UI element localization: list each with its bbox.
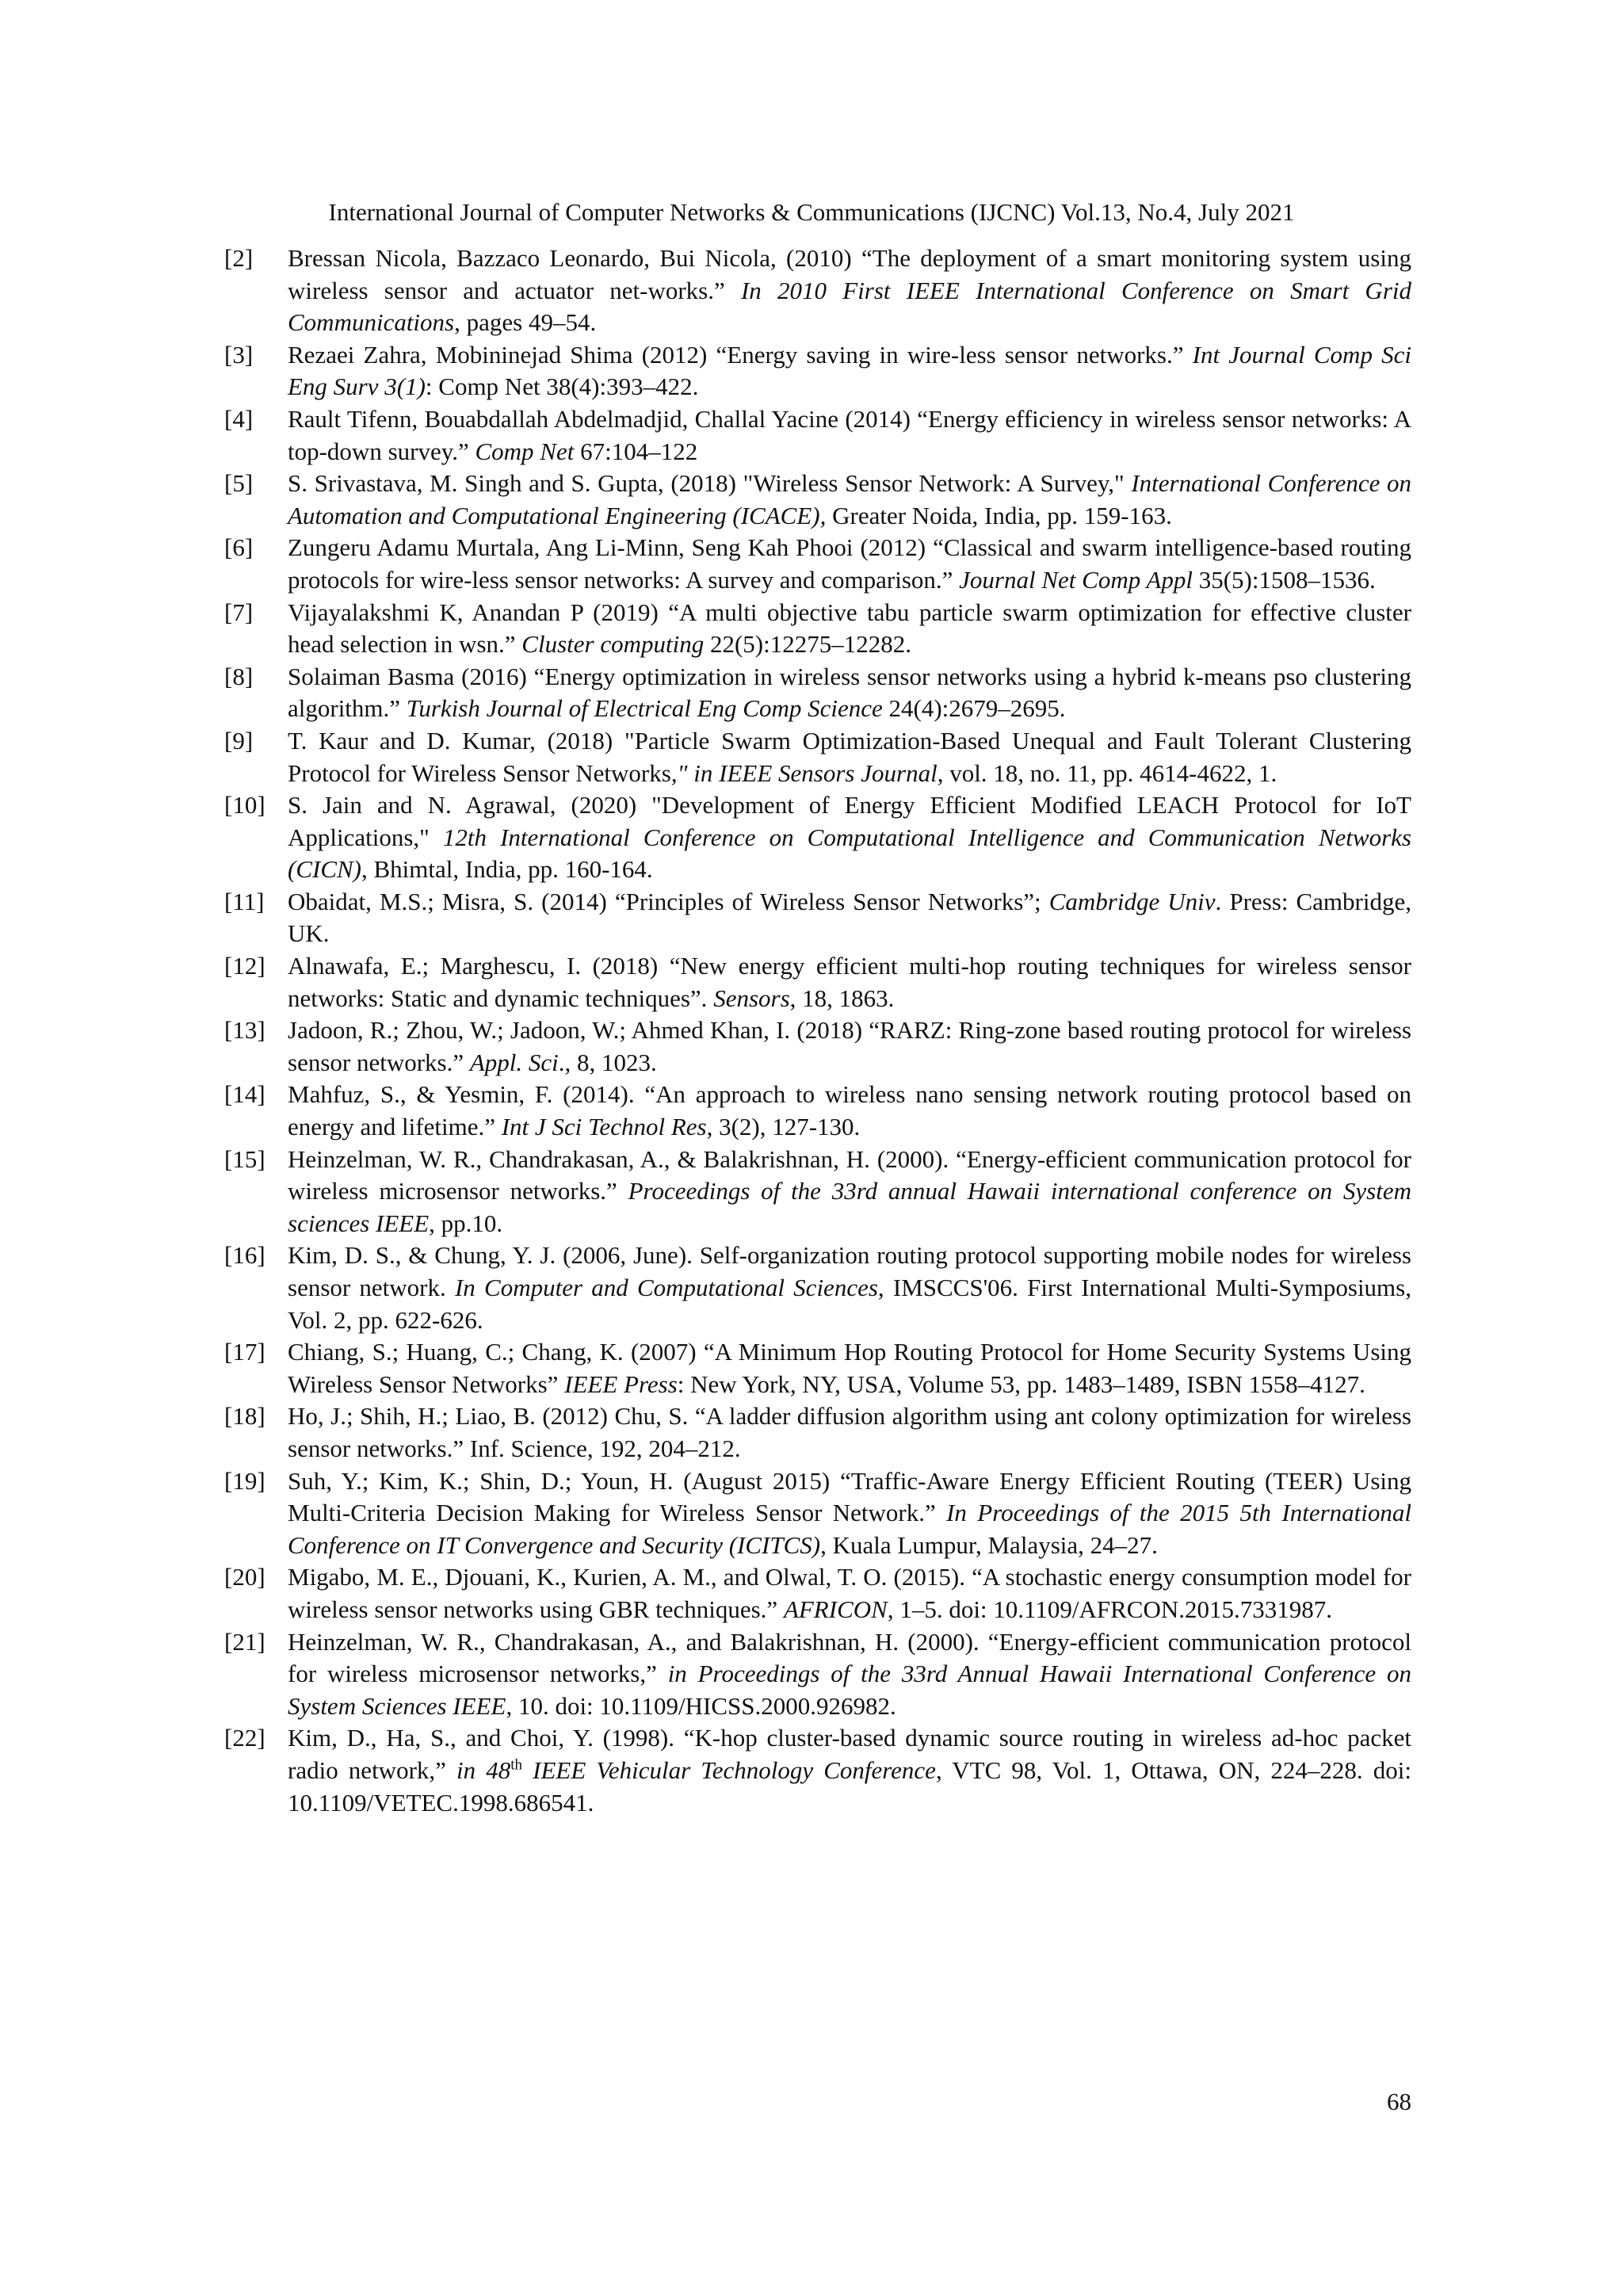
reference-number: [4]: [224, 404, 254, 433]
reference-text-segment: Jadoon, R.; Zhou, W.; Jadoon, W.; Ahmed Khan, I. (2018) “RARZ: Ring-zone based routing protocol for wireless sensor networks.”: [288, 1016, 1411, 1076]
reference-item: [224, 1144, 1411, 1240]
reference-item: [224, 950, 1411, 1014]
reference-text-segment: 35(5):1508–1536.: [1192, 565, 1376, 594]
reference-text: [288, 1563, 1411, 1623]
reference-item: [224, 1722, 1411, 1819]
reference-text-segment: , 10. doi: 10.1109/HICSS.2000.926982.: [506, 1691, 896, 1720]
reference-number: [19]: [224, 1466, 265, 1495]
reference-text-segment: Chiang, S.; Huang, C.; Chang, K. (2007) “A Minimum Hop Routing Protocol for Home Security Systems Using Wireless Sensor Networks”: [288, 1338, 1411, 1398]
reference-source-italic: International Conference on Automation and Computational Engineering (ICACE),: [288, 469, 1411, 529]
page-number: 68: [1387, 2088, 1411, 2115]
reference-text-segment: ., 8, 1023.: [558, 1048, 657, 1076]
reference-text: [288, 405, 1411, 465]
reference-number: [20]: [224, 1563, 265, 1591]
reference-source-italic: IEEE Vehicular Technology Conference: [522, 1755, 936, 1784]
reference-item: [224, 661, 1411, 725]
reference-text-segment: Mahfuz, S., & Yesmin, F. (2014). “An approach to wireless nano sensing network routing protocol based on energy and lifetime.”: [288, 1080, 1411, 1141]
reference-number: [16]: [224, 1241, 265, 1270]
reference-text-segment: Suh, Y.; Kim, K.; Shin, D.; Youn, H. (August 2015) “Traffic-Aware Energy Efficient Routing (TEER) Using Multi-Criteria Decision Making for Wireless Sensor Network.”: [288, 1466, 1411, 1527]
reference-text-segment: 22(5):12275–12282.: [704, 630, 911, 659]
reference-text-segment: . Press: Cambridge, UK.: [288, 887, 1411, 948]
reference-text: [288, 791, 1411, 883]
reference-text-segment: , 18, 1863.: [789, 984, 895, 1012]
reference-number: [2]: [224, 244, 254, 272]
reference-number: [13]: [224, 1016, 265, 1045]
reference-text: [288, 1628, 1411, 1720]
reference-source-italic: IEEE Press: [564, 1370, 678, 1398]
reference-text: [288, 1145, 1411, 1237]
reference-source-italic: in Proceedings of the 33rd Annual Hawaii International Conference on System Sciences IEEE: [288, 1660, 1411, 1720]
reference-number: [11]: [224, 887, 265, 915]
reference-text-segment: 67:104–122: [574, 437, 698, 465]
reference-number: [9]: [224, 726, 254, 755]
reference-text-segment: Rezaei Zahra, Mobininejad Shima (2012) “Energy saving in wire-less sensor networks.”: [288, 340, 1193, 369]
reference-text-segment: Heinzelman, W. R., Chandrakasan, A., and Balakrishnan, H. (2000). “Energy-efficient communication protocol for wireless microsensor networks,”: [288, 1627, 1411, 1688]
reference-item: [224, 243, 1411, 339]
reference-number: [10]: [224, 791, 265, 819]
reference-number: [5]: [224, 469, 254, 498]
reference-text-segment: S. Jain and N. Agrawal, (2020) "Development of Energy Efficient Modified LEACH Protocol for IoT Applications,": [288, 791, 1411, 851]
reference-source-italic: ," in IEEE Sensors Journal: [670, 758, 938, 787]
reference-number: [3]: [224, 340, 254, 369]
reference-item: [224, 1465, 1411, 1562]
reference-number: [18]: [224, 1402, 265, 1431]
reference-source-italic: Appl. Sci: [469, 1048, 559, 1076]
reference-text: [288, 469, 1411, 529]
reference-number: [22]: [224, 1724, 265, 1752]
reference-text-segment: , 1–5. doi: 10.1109/AFRCON.2015.7331987.: [887, 1595, 1333, 1623]
reference-text: [288, 1080, 1411, 1140]
reference-item: [224, 597, 1411, 661]
reference-item: [224, 1079, 1411, 1143]
reference-item: [224, 886, 1411, 950]
reference-text: [288, 1467, 1411, 1559]
reference-number: [8]: [224, 662, 254, 690]
reference-text-segment: Bressan Nicola, Bazzaco Leonardo, Bui Nicola, (2010) “The deployment of a smart monitoring system using wireless sensor and actuator net-works.”: [288, 244, 1411, 304]
reference-text-segment: Kim, D. S., & Chung, Y. J. (2006, June). Self-organization routing protocol supporting mobile nodes for wireless sensor network.: [288, 1241, 1411, 1301]
reference-source-italic: Proceedings of the 33rd annual Hawaii international conference on System sciences IEEE: [288, 1177, 1411, 1237]
reference-source-italic: Sensors: [713, 984, 790, 1012]
reference-text: [288, 663, 1411, 723]
reference-source-italic: In Computer and Computational Sciences: [454, 1274, 878, 1301]
reference-number: [6]: [224, 533, 254, 562]
reference-text-segment: Solaiman Basma (2016) “Energy optimization in wireless sensor networks using a hybrid k-means pso clustering algorithm.”: [288, 662, 1411, 723]
reference-item: [224, 403, 1411, 468]
reference-number: [15]: [224, 1144, 265, 1173]
reference-text-segment: , pp.10.: [429, 1209, 503, 1237]
reference-number: [14]: [224, 1080, 265, 1109]
reference-source-italic: Cluster computing: [521, 630, 705, 659]
reference-item: [224, 789, 1411, 886]
reference-source-italic: Comp Net: [475, 437, 575, 465]
reference-text-segment: , VTC 98, Vol. 1, Ottawa, ON, 224–228. doi: 10.1109/VETEC.1998.686541.: [288, 1755, 1411, 1817]
reference-text: [288, 1724, 1411, 1816]
reference-source-italic: 12th International Conference on Computational Intelligence and Communication Networks (CICN): [288, 823, 1411, 884]
reference-item: [224, 725, 1411, 789]
reference-item: [224, 1626, 1411, 1723]
reference-item: [224, 1400, 1411, 1465]
reference-item: [224, 1014, 1411, 1079]
reference-source-italic: in 48: [456, 1755, 511, 1784]
reference-item: [224, 339, 1411, 403]
reference-text-segment: 24(4):2679–2695.: [882, 694, 1066, 723]
reference-text-segment: , pages 49–54.: [454, 308, 597, 337]
reference-text-segment: : Comp Net 38(4):393–422.: [425, 372, 699, 401]
reference-source-italic: In Proceedings of the 2015 5th International Conference on IT Convergence and Security (ICITCS): [288, 1499, 1411, 1559]
reference-source-italic: Cambridge Univ: [1048, 887, 1216, 915]
reference-text: [288, 598, 1411, 659]
reference-list: [224, 243, 1411, 1819]
reference-source-italic: Int Journal Comp Sci Eng Surv 3(1): [288, 340, 1412, 401]
reference-text-segment: , vol. 18, no. 11, pp. 4614-4622, 1.: [937, 758, 1277, 787]
reference-text-segment: Kim, D., Ha, S., and Choi, Y. (1998). “K-hop cluster-based dynamic source routing in wireless ad-hoc packet radio network,”: [288, 1724, 1411, 1784]
reference-text: [288, 727, 1411, 787]
reference-item: [224, 1336, 1411, 1400]
reference-source-italic: Turkish Journal of Electrical Eng Comp Science: [406, 694, 883, 723]
reference-item: [224, 1561, 1411, 1626]
reference-text: [288, 888, 1411, 948]
reference-text: [288, 244, 1411, 336]
reference-source-italic: In 2010 First IEEE International Conference on Smart Grid Communications: [288, 276, 1411, 337]
reference-text-segment: : New York, NY, USA, Volume 53, pp. 1483–1489, ISBN 1558–4127.: [677, 1370, 1365, 1398]
reference-number: [7]: [224, 598, 254, 626]
reference-number: [21]: [224, 1627, 265, 1656]
reference-text: [288, 952, 1411, 1012]
reference-item: [224, 532, 1411, 596]
reference-text: [288, 1016, 1411, 1076]
reference-text-segment: , IMSCCS'06. First International Multi-Symposiums, Vol. 2, pp. 622-626.: [288, 1274, 1411, 1334]
reference-text-segment: Migabo, M. E., Djouani, K., Kurien, A. M., and Olwal, T. O. (2015). “A stochastic energy consumption model for wireless sensor networks using GBR techniques.”: [288, 1563, 1411, 1623]
reference-text-segment: Ho, J.; Shih, H.; Liao, B. (2012) Chu, S. “A ladder diffusion algorithm using ant colony optimization for wireless sensor networks.” Inf. Science, 192, 204–212.: [288, 1402, 1411, 1462]
reference-source-italic: AFRICON: [783, 1595, 888, 1623]
reference-number: [12]: [224, 952, 265, 980]
reference-text: [288, 1402, 1411, 1462]
reference-text-segment: , Bhimtal, India, pp. 160-164.: [361, 855, 653, 884]
reference-text-segment: T. Kaur and D. Kumar, (2018) "Particle Swarm Optimization-Based Unequal and Fault Tolerant Clustering Protocol for Wireless Sensor Networks: [288, 726, 1411, 787]
reference-text-segment: Obaidat, M.S.; Misra, S. (2014) “Principles of Wireless Sensor Networks”;: [288, 887, 1049, 915]
reference-source-italic: Int J Sci Technol Res: [501, 1113, 707, 1141]
reference-text-segment: Alnawafa, E.; Marghescu, I. (2018) “New energy efficient multi-hop routing techniques for wireless sensor networks: Static and dynamic techniques”.: [288, 952, 1411, 1012]
reference-text-segment: Greater Noida, India, pp. 159-163.: [826, 501, 1172, 529]
reference-source-italic: Journal Net Comp Appl: [959, 565, 1193, 594]
reference-item: [224, 468, 1411, 532]
running-header: International Journal of Computer Networks & Communications (IJCNC) Vol.13, No.4, July 2021: [328, 198, 1295, 226]
reference-text: [288, 1338, 1411, 1398]
reference-text: [288, 533, 1411, 594]
reference-number: [17]: [224, 1338, 265, 1366]
reference-item: [224, 1240, 1411, 1336]
reference-text-segment: S. Srivastava, M. Singh and S. Gupta, (2018) "Wireless Sensor Network: A Survey,": [288, 469, 1132, 498]
reference-text-segment: Rault Tifenn, Bouabdallah Abdelmadjid, Challal Yacine (2014) “Energy efficiency in wireless sensor networks: A top-down survey.”: [288, 404, 1411, 465]
reference-text-segment: Vijayalakshmi K, Anandan P (2019) “A multi objective tabu particle swarm optimization for effective cluster head selection in wsn.”: [288, 598, 1411, 659]
reference-text-segment: , 3(2), 127-130.: [706, 1113, 861, 1141]
reference-text-segment: th: [510, 1756, 523, 1774]
reference-text-segment: Heinzelman, W. R., Chandrakasan, A., & Balakrishnan, H. (2000). “Energy-efficient communication protocol for wireless microsensor networks.”: [288, 1144, 1411, 1205]
reference-text-segment: Zungeru Adamu Murtala, Ang Li-Minn, Seng Kah Phooi (2012) “Classical and swarm intelligence-based routing protocols for wire-less sensor networks: A survey and comparison.”: [288, 533, 1411, 594]
reference-text-segment: , Kuala Lumpur, Malaysia, 24–27.: [820, 1530, 1158, 1559]
reference-text: [288, 341, 1411, 401]
reference-text: [288, 1241, 1411, 1333]
